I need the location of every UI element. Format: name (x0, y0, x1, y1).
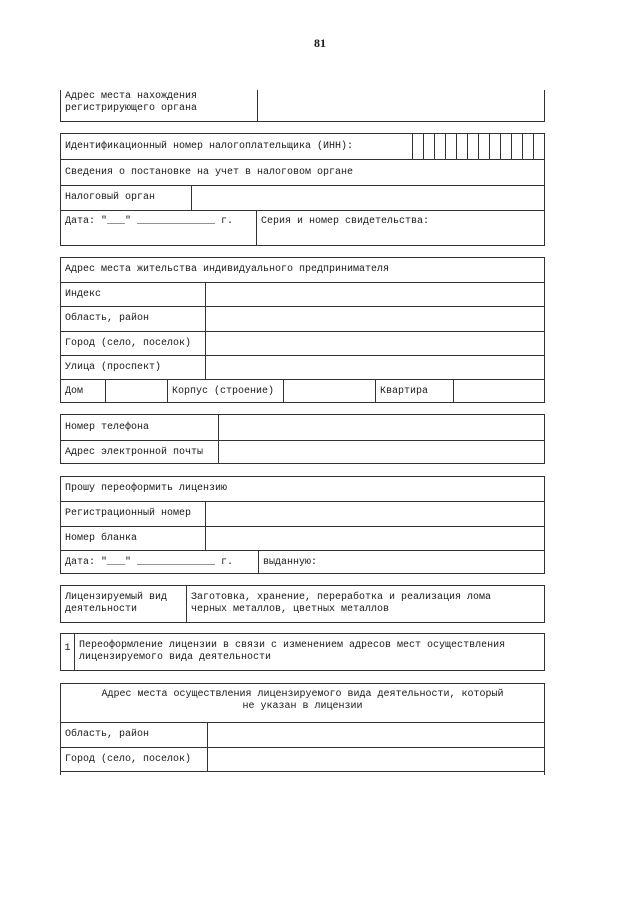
certificate-label[interactable]: Серия и номер свидетельства: (256, 211, 544, 246)
reissue-date-row (61, 550, 544, 574)
house-field[interactable] (105, 380, 167, 403)
street-field[interactable] (205, 356, 544, 379)
activity-box (60, 585, 545, 623)
unlisted-region-field[interactable] (207, 723, 544, 747)
form-number-field[interactable] (205, 527, 544, 550)
city-label: Город (село, поселок) (65, 337, 192, 349)
email-label: Адрес электронной почты (65, 446, 204, 458)
activity-value: Заготовка, хранение, переработка и реализация лома черных металлов, цветных металлов (186, 586, 544, 622)
city-field[interactable] (205, 332, 544, 355)
reissue-title-row (61, 477, 544, 501)
reg-number-row (61, 501, 544, 526)
apartment-label: Квартира (375, 380, 453, 403)
unlisted-address-box (60, 683, 545, 775)
apartment-field[interactable] (453, 380, 544, 403)
registrar-address-label: Адрес места нахождения регистрирующего органа (65, 91, 198, 114)
city-row (61, 331, 544, 355)
tax-info-row (61, 159, 544, 185)
street-row (61, 355, 544, 379)
issued-label[interactable]: выданную: (258, 551, 544, 574)
tax-authority-field[interactable] (191, 186, 544, 210)
unlisted-title: Адрес места осуществления лицензируемого вида деятельности, который не указан в лицензии (101, 689, 504, 712)
tax-authority-label: Налоговый орган (65, 192, 156, 203)
reason-number: 1 (64, 643, 71, 654)
reissue-box (60, 476, 545, 574)
tax-date-label[interactable]: Дата: "___" _____________ г. (65, 216, 234, 227)
unlisted-region-label: Область, район (65, 729, 150, 740)
building-field[interactable] (283, 380, 375, 403)
house-row (61, 379, 544, 403)
email-field[interactable] (218, 441, 544, 464)
index-label: Индекс (65, 288, 102, 300)
registrar-address-box (60, 90, 545, 122)
tax-info-label: Сведения о постановке на учет в налоговом органе (65, 166, 354, 178)
residence-title-row (61, 258, 544, 282)
page-number: 81 (314, 36, 326, 50)
reissue-title: Прошу переоформить лицензию (65, 483, 228, 494)
region-row (61, 306, 544, 331)
activity-label: Лицензируемый вид деятельности (65, 592, 168, 615)
reg-number-label: Регистрационный номер (65, 508, 192, 519)
unlisted-region-row (61, 722, 544, 747)
street-label: Улица (проспект) (65, 361, 162, 373)
house-label: Дом (65, 385, 84, 397)
reissue-date-label[interactable]: Дата: "___" _____________ г. (65, 556, 234, 568)
unlisted-city-field[interactable] (207, 748, 544, 771)
phone-row (61, 415, 544, 440)
index-row (61, 282, 544, 306)
inn-row (61, 134, 544, 159)
form-number-row (61, 526, 544, 550)
building-label: Корпус (строение) (167, 380, 283, 403)
tax-registration-box (60, 133, 545, 246)
unlisted-city-label: Город (село, поселок) (65, 753, 192, 765)
residence-title: Адрес места жительства индивидуального предпринимателя (65, 264, 390, 275)
phone-field[interactable] (218, 415, 544, 440)
unlisted-title-row (61, 684, 544, 722)
residence-address-box (60, 257, 545, 403)
inn-digit-boxes[interactable] (412, 134, 544, 159)
reason-text: Переоформление лицензии в связи с изменением адресов мест осуществления лицензируемого вида деятельности (74, 634, 544, 670)
inn-label: Идентификационный номер налогоплательщика (ИНН): (65, 140, 354, 152)
region-field[interactable] (205, 307, 544, 331)
email-row (61, 440, 544, 464)
tax-date-row (61, 210, 544, 246)
reg-number-field[interactable] (205, 502, 544, 526)
registrar-address-field[interactable] (257, 90, 544, 121)
contacts-box (60, 414, 545, 464)
region-label: Область, район (65, 313, 150, 324)
form-number-label: Номер бланка (65, 532, 138, 544)
unlisted-city-row (61, 747, 544, 772)
reason-box (60, 633, 545, 671)
tax-authority-row (61, 185, 544, 210)
phone-label: Номер телефона (65, 421, 150, 433)
index-field[interactable] (205, 283, 544, 306)
